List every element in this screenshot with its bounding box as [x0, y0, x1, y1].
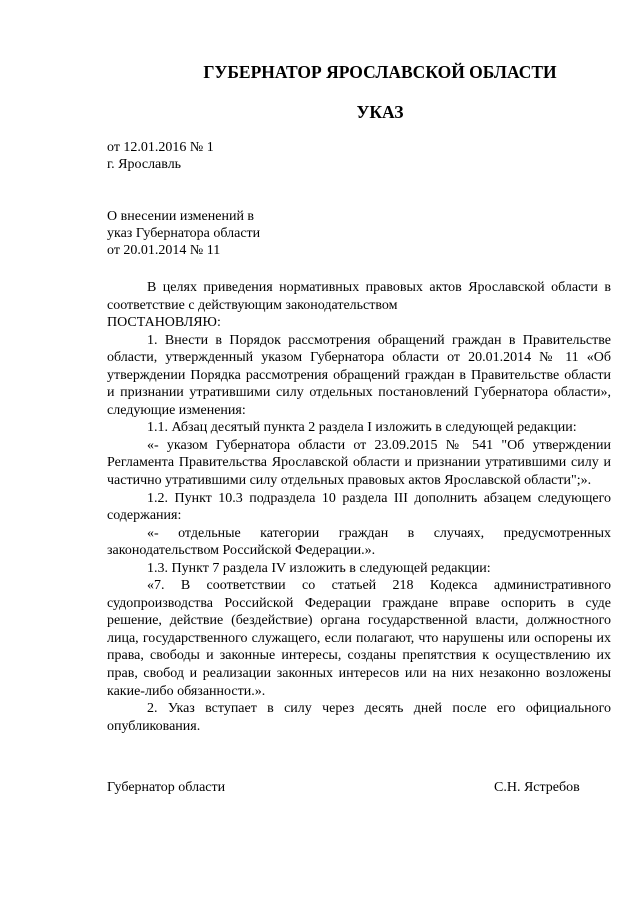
decree-word: ПОСТАНОВЛЯЮ: — [107, 315, 221, 331]
item-1-3-paragraph: 1.3. Пункт 7 раздела IV изложить в следующей редакции: — [147, 560, 491, 576]
signature-name: С.Н. Ястребов — [494, 780, 580, 795]
subject-line: указ Губернатора области — [107, 226, 261, 241]
signature-position: Губернатор области — [107, 780, 226, 795]
item-1-paragraph: 1. Внести в Порядок рассмотрения обращений граждан в Правительстве области, утвержденный указом Губернатора области от 20.01.2014 № 11 «Об утверждении Порядка рассмотрения обращений граждан в Правительстве области и признании утратившими силу отдельных постановлений Губернатора области», следующие изменения: — [107, 332, 611, 418]
item-1-1-text-paragraph: «- указом Губернатора области от 23.09.2015 № 541 "Об утверждении Регламента Правительства Ярославской области и признании утратившими силу и частично утратившими силу отдельных правовых актов Ярославской области";». — [107, 437, 611, 489]
preamble-paragraph: В целях приведения нормативных правовых актов Ярославской области в соответствие с действующим законодательством — [107, 280, 611, 313]
item-2-paragraph: 2. Указ вступает в силу через десять дней после его официального опубликования. — [107, 701, 611, 734]
decree-date-number: от 12.01.2016 № 1 — [107, 140, 214, 155]
subject-line: О внесении изменений в — [107, 209, 255, 224]
org-title: ГУБЕРНАТОР ЯРОСЛАВСКОЙ ОБЛАСТИ — [203, 62, 557, 82]
item-1-1-paragraph: 1.1. Абзац десятый пункта 2 раздела I изложить в следующей редакции: — [147, 420, 577, 436]
item-1-2-text-paragraph: «- отдельные категории граждан в случаях, предусмотренных законодательством Российской Федерации.». — [107, 525, 611, 559]
decree-city: г. Ярославль — [107, 157, 182, 172]
item-1-2-paragraph: 1.2. Пункт 10.3 подраздела 10 раздела III дополнить абзацем следующего содержания: — [107, 490, 611, 524]
subject-line: от 20.01.2014 № 11 — [107, 243, 221, 258]
decree-body — [107, 279, 611, 735]
doc-type-title: УКАЗ — [356, 102, 404, 122]
item-1-3-text-paragraph: «7. В соответствии со статьей 218 Кодекса административного судопроизводства Российской Федерации граждане вправе оспорить в суде решение, действие (бездействие) органа государственной власти, должностного лица, государственного служащего, если полагают, что нарушены или оспорены их права, свободы и законные интересы, созданы препятствия к осуществлению их прав, свобод и реализации законных интересов или на них незаконно возложены какие-либо обязанности.». — [107, 578, 611, 699]
decree-subject — [107, 208, 407, 259]
